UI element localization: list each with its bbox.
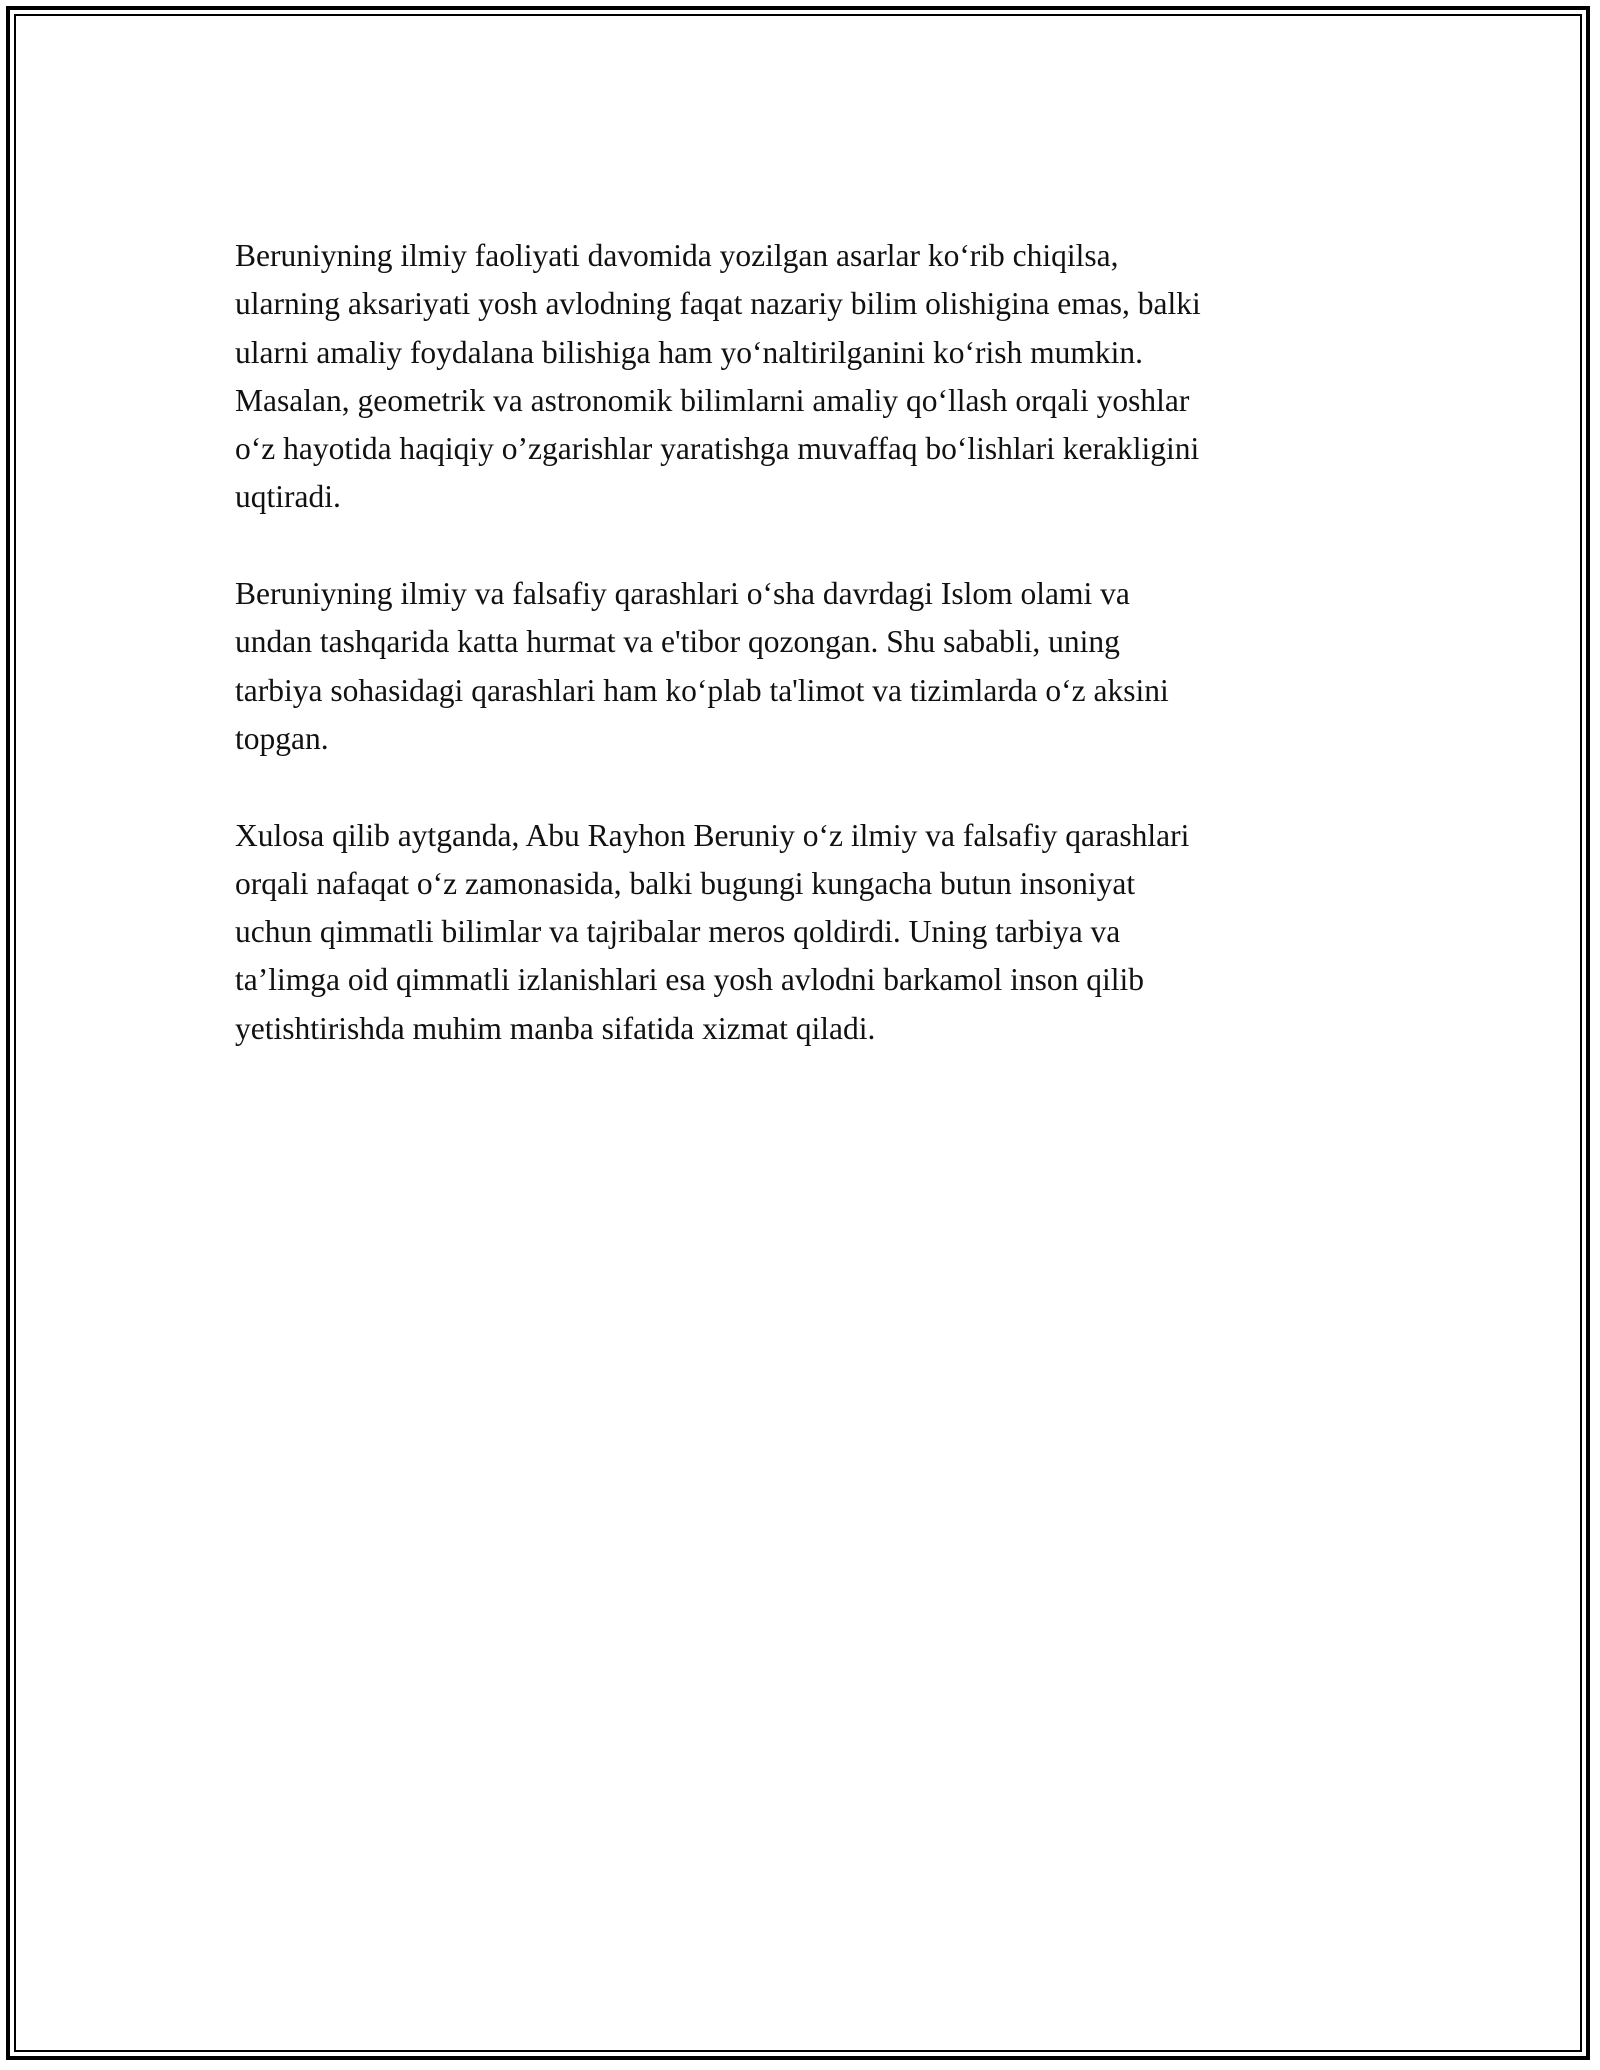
document-body — [235, 232, 1385, 1101]
paragraph-2: Beruniyning ilmiy va falsafiy qarashlari o‘sha davrdagi Islom olami va undan tashqarida katta hurmat va e'tibor qozongan. Shu sababli, uning tarbiya sohasidagi qarashlari ham ko‘plab ta'limot va tizimlarda o‘z aksini topgan. — [235, 576, 1169, 756]
paragraph-1: Beruniyning ilmiy faoliyati davomida yozilgan asarlar ko‘rib chiqilsa, ularning aksariyati yosh avlodning faqat nazariy bilim olishigina emas, balki ularni amaliy foydalana bilishiga ham yo‘naltirilganini ko‘rish mumkin. Masalan, geometrik va astronomik bilimlarni amaliy qo‘llash orqali yoshlar o‘z hayotida haqiqiy o’zgarishlar yaratishga muvaffaq bo‘lishlari kerakligini uqtiradi. — [235, 238, 1201, 515]
paragraph-3: Xulosa qilib aytganda, Abu Rayhon Beruniy o‘z ilmiy va falsafiy qarashlari orqali nafaqat o‘z zamonasida, balki bugungi kungacha butun insoniyat uchun qimmatli bilimlar va tajribalar meros qoldirdi. Uning tarbiya va ta’limga oid qimmatli izlanishlari esa yosh avlodni barkamol inson qilib yetishtirishda muhim manba sifatida xizmat qiladi. — [235, 817, 1190, 1046]
